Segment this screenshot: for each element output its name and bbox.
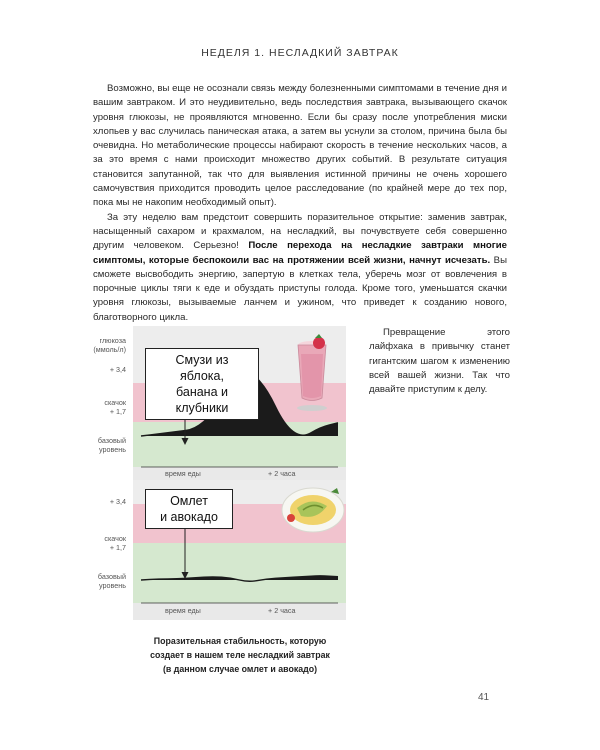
- chart2-tick-base-word2: уровень: [99, 581, 126, 590]
- chart2-tick-base-word1: базовый: [97, 572, 126, 581]
- chart2-tick-base: [84, 572, 126, 590]
- chart2-annotation-line1: Омлет: [170, 494, 208, 508]
- chart1-x-label-2h: + 2 часа: [268, 469, 296, 478]
- chart1-annotation-box: [145, 348, 259, 420]
- chart2-x-label-2h: + 2 часа: [268, 606, 296, 615]
- y-axis-title-line2: (ммоль/л): [93, 345, 126, 354]
- caption-line-1: Поразительная стабильность, которую: [153, 636, 327, 646]
- running-header: НЕДЕЛЯ 1. НЕСЛАДКИЙ ЗАВТРАК: [201, 47, 399, 59]
- side-text: [369, 326, 510, 397]
- chart1-tick-base-word1: базовый: [97, 436, 126, 445]
- caption-line-3: (в данном случае омлет и авокадо): [162, 664, 318, 674]
- chart2-annotation-line2: и авокадо: [160, 510, 218, 524]
- paragraph-2-part-a: За эту неделю вам предстоит совершить поразительное открытие: заменив завтрак, насыщенный сахаром и крахмалом, на несладкий, вы почувствуете себя совершенно другим человеком. Серьезно!: [93, 211, 507, 252]
- omelet-image: [282, 488, 344, 532]
- y-axis-title-glucose: [84, 336, 126, 354]
- chart1-annotation-line1: Смузи из яблока,: [175, 353, 229, 383]
- page-number: 41: [478, 692, 490, 703]
- chart1-x-label-meal: время еды: [165, 469, 201, 478]
- chart2-base-zone: [133, 543, 346, 603]
- paragraph-2-bold: После перехода на несладкие завтраки многие симптомы, которые беспокоили вас на протяжении всей жизни, начнут исчезать.: [93, 240, 507, 266]
- chart1-tick-17: + 1,7: [109, 407, 126, 416]
- chart1-tick-34: + 3,4: [109, 365, 126, 374]
- chart2-tick-17: + 1,7: [109, 543, 126, 552]
- chart2-tick-spike-word: скачок: [104, 534, 126, 543]
- figure-caption: [130, 634, 350, 676]
- chart1-tick-base: [84, 436, 126, 454]
- paragraph-2: [93, 211, 507, 325]
- paragraph-1: Возможно, вы еще не осознали связь между болезненными симптомами в течение дня и вашим завтраком. И это неудивительно, ведь последствия завтрака, вызывающего скачок уровня глюкозы, не проявляются мгновенно. Если бы сразу после употребления миски хлопьев у вас случилась паническая атака, а затем вы уснули за столом, причина была бы очевидна. Но метаболические процессы набирают скорость в течение нескольких часов, а за это время с нами происходит множество других событий. В результате ситуация становится запутанной, так что для выявления истинной причины не очень хорошего самочувствия приходится проводить целое расследование (по крайней мере до тех пор, пока мы не накопим необходимый опыт).: [93, 83, 507, 209]
- chart1-tick-spike: [84, 398, 126, 416]
- chart1-annotation-line2: банана и клубники: [175, 385, 229, 415]
- side-paragraph: Превращение этого лайфхака в привычку станет гигантским шагом к изменению всей вашей жизни. Так что давайте приступим к делу.: [369, 327, 510, 396]
- chart1-tick-spike-word: скачок: [104, 398, 126, 407]
- chart2-annotation-box: [145, 489, 233, 529]
- chart2-tick-34: + 3,4: [109, 497, 126, 506]
- paragraph-2-part-b: Вы сможете высвободить энергию, запертую в клетках тела, уберечь мозг от вовлечения в порочные циклы тяги к еде и обуздать приступы голода. Кроме того, уменьшатся скачки уровня глюкозы, вызываемые ланчем и ужином, что приведет к созданию нового, благотворного цикла.: [93, 254, 507, 323]
- chart2-x-label-meal: время еды: [165, 606, 201, 615]
- chart1-tick-base-word2: уровень: [99, 445, 126, 454]
- caption-line-2: создает в нашем теле несладкий завтрак: [150, 650, 330, 660]
- y-axis-title-line1: глюкоза: [99, 336, 126, 345]
- chart2-tick-spike: [84, 534, 126, 552]
- body-text: [93, 82, 507, 325]
